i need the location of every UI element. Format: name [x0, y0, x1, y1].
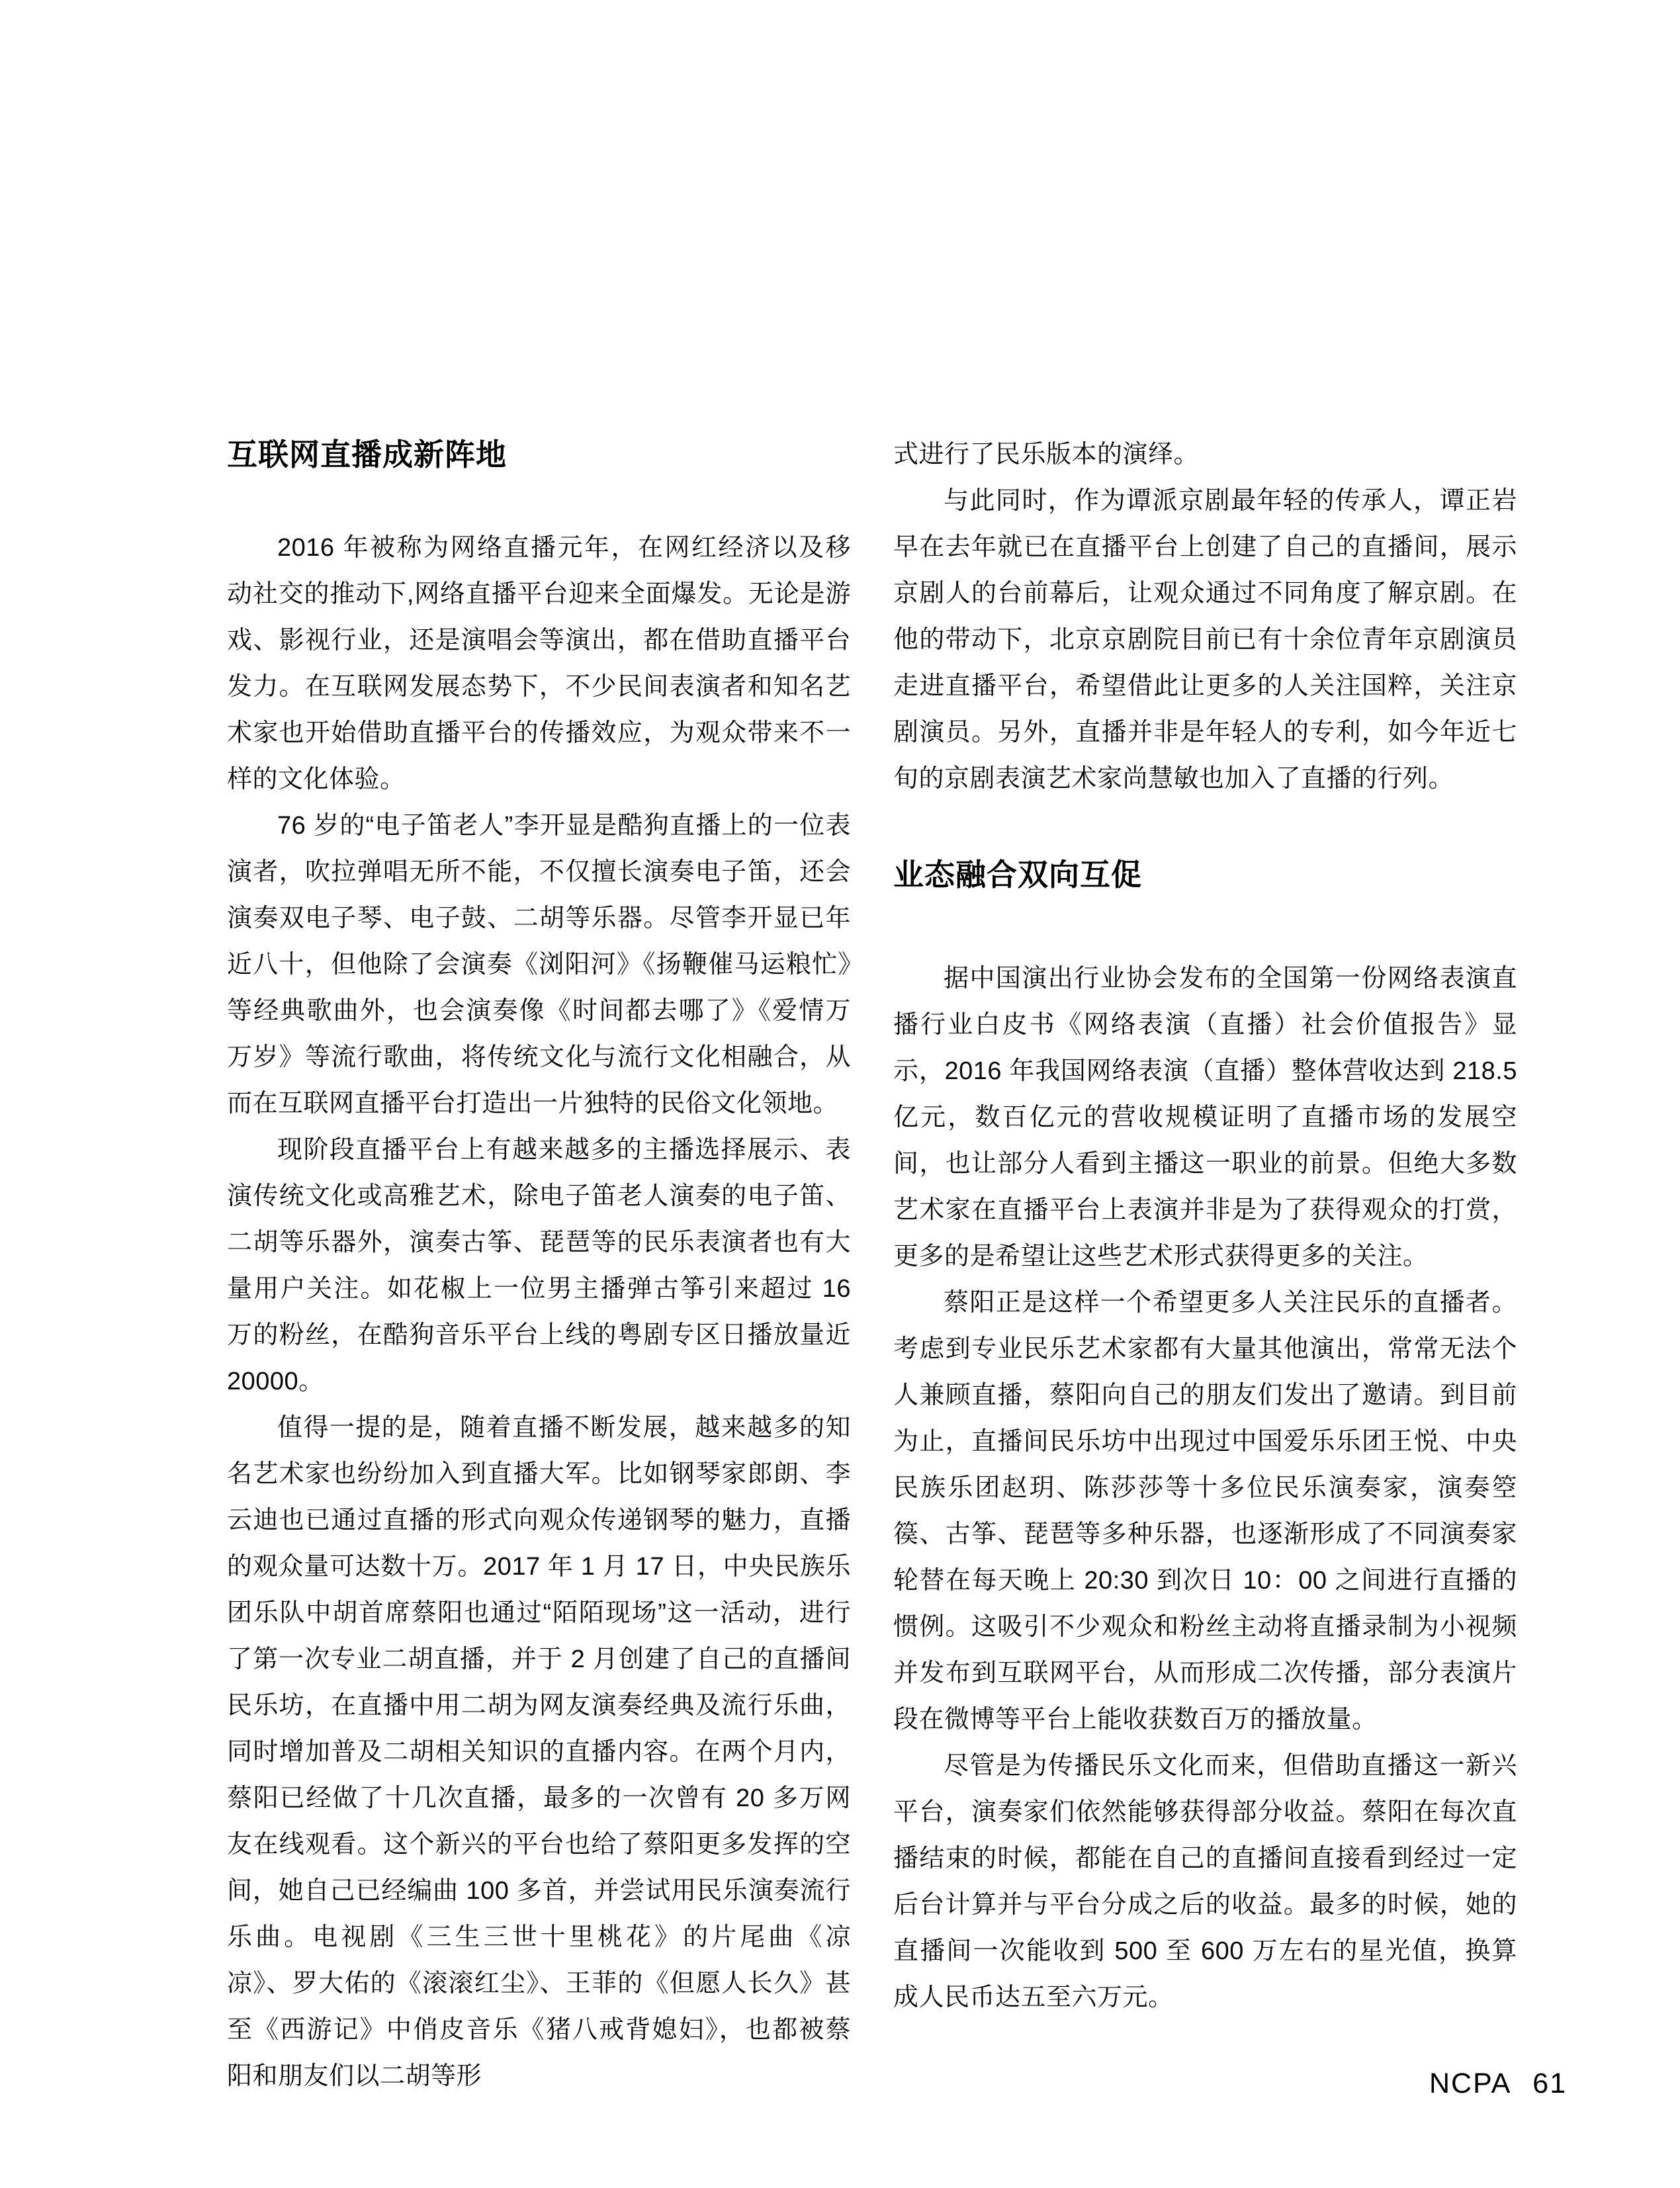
paragraph: 据中国演出行业协会发布的全国第一份网络表演直播行业白皮书《网络表演（直播）社会价值报告》显示，2016 年我国网络表演（直播）整体营收达到 218.5 亿元，数百亿元的营收规模证明了直播市场的发展空间，也让部分人看到主播这一职业的前景。但绝大多数艺术家在直播平台上表演并非是为了获得观众的打赏，更多的是希望让这些艺术形式获得更多的关注。: [893, 965, 1517, 1270]
page-footer: [1429, 2068, 1567, 2099]
section-heading: 互联网直播成新阵地: [227, 437, 507, 472]
paragraph: 蔡阳正是这样一个希望更多人关注民乐的直播者。考虑到专业民乐艺术家都有大量其他演出，常常无法个人兼顾直播，蔡阳向自己的朋友们发出了邀请。到目前为止，直播间民乐坊中出现过中国爱乐乐团王悦、中央民族乐团赵玥、陈莎莎等十多位民乐演奏家，演奏箜篌、古筝、琵琶等多种乐器，也逐渐形成了不同演奏家轮替在每天晚上 20:30 到次日 10：00 之间进行直播的惯例。这吸引不少观众和粉丝主动将直播录制为小视频并发布到互联网平台，从而形成二次传播，部分表演片段在微博等平台上能收获数百万的播放量。: [893, 1289, 1517, 1733]
paragraph: 式进行了民乐版本的演绎。: [893, 441, 1200, 468]
paragraph: 76 岁的“电子笛老人”李开显是酷狗直播上的一位表演者，吹拉弹唱无所不能，不仅擅长演奏电子笛，还会演奏双电子琴、电子鼓、二胡等乐器。尽管李开显已年近八十，但他除了会演奏《浏阳河》《扬鞭催马运粮忙》等经典歌曲外，也会演奏像《时间都去哪了》《爱情万万岁》等流行歌曲，将传统文化与流行文化相融合，从而在互联网直播平台打造出一片独特的民俗文化领地。: [227, 812, 851, 1117]
left-column: [227, 431, 851, 2099]
paragraph: 与此同时，作为谭派京剧最年轻的传承人，谭正岩早在去年就已在直播平台上创建了自己的直播间，展示京剧人的台前幕后，让观众通过不同角度了解京剧。在他的带动下，北京京剧院目前已有十余位青年京剧演员走进直播平台，希望借此让更多的人关注国粹，关注京剧演员。另外，直播并非是年轻人的专利，如今年近七旬的京剧表演艺术家尚慧敏也加入了直播的行列。: [893, 487, 1517, 793]
paragraph: 2016 年被称为网络直播元年，在网红经济以及移动社交的推动下,网络直播平台迎来全面爆发。无论是游戏、影视行业，还是演唱会等演出，都在借助直播平台发力。在互联网发展态势下，不少民间表演者和知名艺术家也开始借助直播平台的传播效应，为观众带来不一样的文化体验。: [227, 534, 851, 793]
paragraph: 尽管是为传播民乐文化而来，但借助直播这一新兴平台，演奏家们依然能够获得部分收益。蔡阳在每次直播结束的时候，都能在自己的直播间直接看到经过一定后台计算并与平台分成之后的收益。最多的时候，她的直播间一次能收到 500 至 600 万左右的星光值，换算成人民币达五至六万元。: [893, 1752, 1517, 2011]
paragraph: 值得一提的是，随着直播不断发展，越来越多的知名艺术家也纷纷加入到直播大军。比如钢琴家郎朗、李云迪也已通过直播的形式向观众传递钢琴的魅力，直播的观众量可达数十万。2017 年 1 月 17 日，中央民族乐团乐队中胡首席蔡阳也通过“陌陌现场”这一活动，进行了第一次专业二胡直播，并于 2 月创建了自己的直播间民乐坊，在直播中用二胡为网友演奏经典及流行乐曲，同时增加普及二胡相关知识的直播内容。在两个月内，蔡阳已经做了十几次直播，最多的一次曾有 20 多万网友在线观看。这个新兴的平台也给了蔡阳更多发挥的空间，她自己已经编曲 100 多首，并尝试用民乐演奏流行乐曲。电视剧《三生三世十里桃花》的片尾曲《凉凉》、罗大佑的《滚滚红尘》、王菲的《但愿人长久》甚至《西游记》中俏皮音乐《猪八戒背媳妇》，也都被蔡阳和朋友们以二胡等形: [227, 1414, 851, 2090]
paragraph: 现阶段直播平台上有越来越多的主播选择展示、表演传统文化或高雅艺术，除电子笛老人演奏的电子笛、二胡等乐器外，演奏古筝、琵琶等的民乐表演者也有大量用户关注。如花椒上一位男主播弹古筝引来超过 16 万的粉丝，在酷狗音乐平台上线的粤剧专区日播放量近 20000。: [227, 1136, 851, 1395]
right-column: [893, 431, 1517, 2021]
section-heading: 业态融合双向互促: [893, 857, 1142, 892]
journal-brand: NCPA: [1429, 2068, 1512, 2099]
page-number: 61: [1532, 2068, 1568, 2099]
